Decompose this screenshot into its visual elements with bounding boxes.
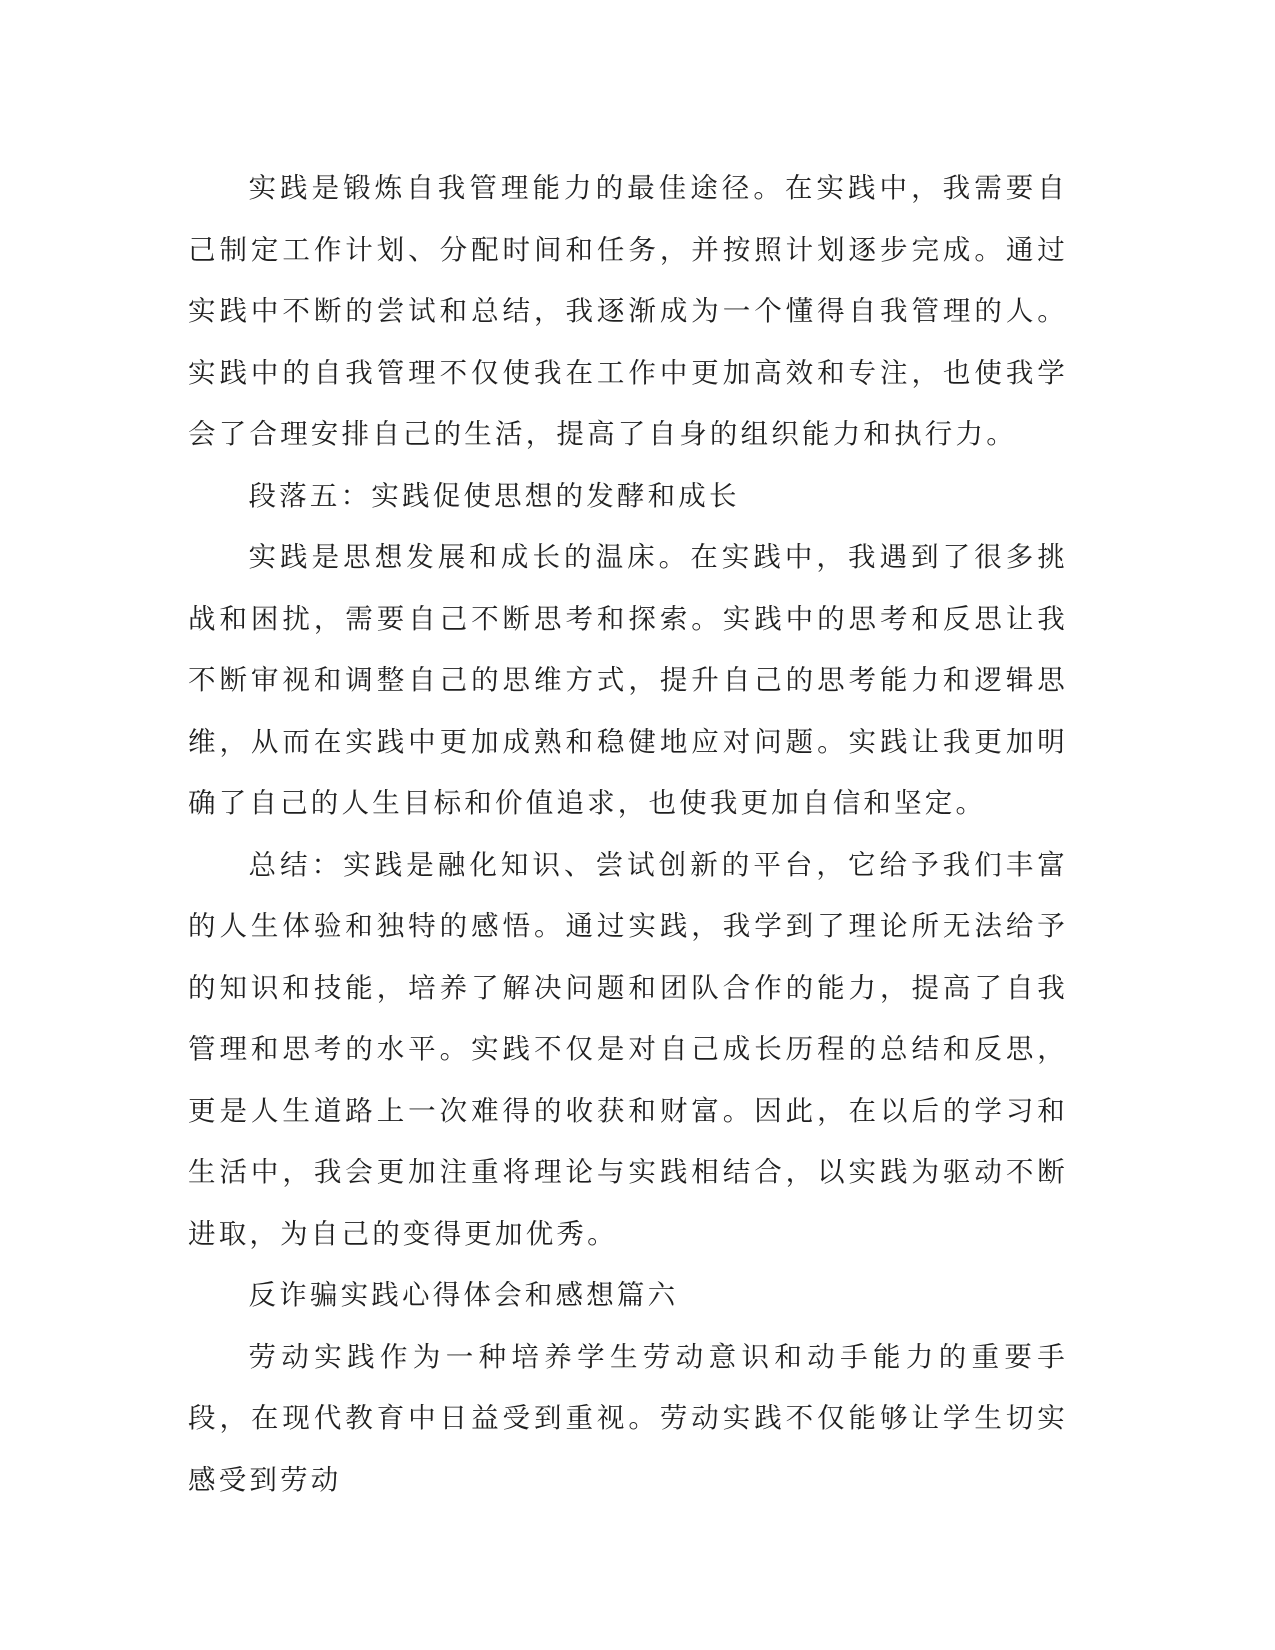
section-heading-five: 段落五：实践促使思想的发酵和成长 [248,479,740,512]
paragraph-thought-growth: 实践是思想发展和成长的温床。在实践中，我遇到了很多挑战和困扰，需要自己不断思考和探索。实践中的思考和反思让我不断审视和调整自己的思维方式，提升自己的思考能力和逻辑思维，从而在实践中更加成熟和稳健地应对问题。实践让我更加明确了自己的人生目标和价值追求，也使我更加自信和坚定。 [188,541,1068,819]
paragraph-labor-practice: 劳动实践作为一种培养学生劳动意识和动手能力的重要手段，在现代教育中日益受到重视。劳动实践不仅能够让学生切实感受到劳动 [188,1340,1068,1496]
document-body [188,158,1068,1511]
article-title-part-six: 反诈骗实践心得体会和感想篇六 [248,1279,679,1311]
paragraph-summary: 总结：实践是融化知识、尝试创新的平台，它给予我们丰富的人生体验和独特的感悟。通过实践，我学到了理论所无法给予的知识和技能，培养了解决问题和团队合作的能力，提高了自我管理和思考的水平。实践不仅是对自己成长历程的总结和反思，更是人生道路上一次难得的收获和财富。因此，在以后的学习和生活中，我会更加注重将理论与实践相结合，以实践为驱动不断进取，为自己的变得更加优秀。 [188,848,1068,1250]
paragraph-self-management: 实践是锻炼自我管理能力的最佳途径。在实践中，我需要自己制定工作计划、分配时间和任务，并按照计划逐步完成。通过实践中不断的尝试和总结，我逐渐成为一个懂得自我管理的人。实践中的自我管理不仅使我在工作中更加高效和专注，也使我学会了合理安排自己的生活，提高了自身的组织能力和执行力。 [188,172,1068,450]
